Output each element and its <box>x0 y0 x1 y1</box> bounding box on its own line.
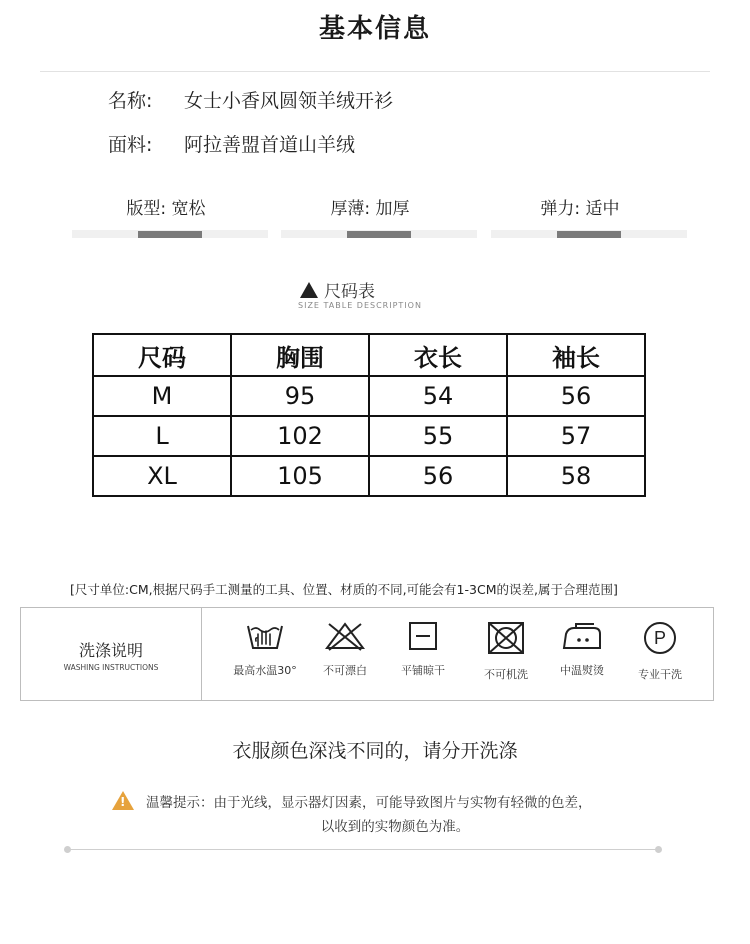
wash-item <box>543 620 621 678</box>
info-label: 名称: <box>108 90 153 112</box>
size-note: [尺寸单位:CM,根据尺码手工测量的工具、位置、材质的不同,可能会有1-3CM的误差,属于合理范围] <box>70 582 618 597</box>
table-header-cell: 衣长 <box>369 334 507 376</box>
color-warning-line2: 以收到的实物颜色为准。 <box>320 819 470 835</box>
wash-label: 平铺晾干 <box>401 664 445 677</box>
attr-fit: 版型: 宽松 <box>126 199 206 219</box>
wash-item <box>226 620 304 678</box>
line-end-dot <box>655 846 662 853</box>
table-cell: M <box>93 376 231 416</box>
scale-marker <box>138 231 202 238</box>
wash-item <box>621 620 699 682</box>
size-table-subtitle: SIZE TABLE DESCRIPTION <box>298 301 422 310</box>
warning-icon: ! <box>112 791 134 810</box>
wash-label: 专业干洗 <box>638 668 682 681</box>
wash-item <box>306 620 384 678</box>
wash-label: 不可机洗 <box>484 668 528 681</box>
title-divider <box>40 71 710 72</box>
table-header-row <box>93 334 645 376</box>
triangle-icon <box>300 282 318 298</box>
table-cell: XL <box>93 456 231 496</box>
washing-subtitle: WASHING INSTRUCTIONS <box>63 663 159 672</box>
wash-item <box>384 620 462 678</box>
table-header-cell: 尺码 <box>93 334 231 376</box>
table-cell: 102 <box>231 416 369 456</box>
dry-clean-p-icon <box>642 620 678 656</box>
wash-item <box>467 620 545 682</box>
table-cell: 58 <box>507 456 645 496</box>
table-header-cell: 袖长 <box>507 334 645 376</box>
info-value: 阿拉善盟首道山羊绒 <box>184 134 356 156</box>
size-table-title: 尺码表 <box>324 282 375 302</box>
washing-divider <box>201 608 202 700</box>
washing-title: 洗涤说明 <box>78 641 143 660</box>
table-cell: 95 <box>231 376 369 416</box>
svg-text:P: P <box>653 628 667 648</box>
attr-elasticity: 弹力: 适中 <box>540 199 620 219</box>
table-row <box>93 456 645 496</box>
wash-label: 不可漂白 <box>323 664 367 677</box>
iron-medium-icon <box>560 620 604 652</box>
hand-wash-icon <box>245 620 285 652</box>
scale-thickness <box>281 230 477 238</box>
scale-elasticity <box>491 230 687 238</box>
bottom-divider <box>68 849 658 850</box>
table-cell: 56 <box>369 456 507 496</box>
washing-instructions <box>20 607 714 701</box>
table-cell: 105 <box>231 456 369 496</box>
size-table-heading <box>300 277 375 302</box>
scale-marker <box>347 231 411 238</box>
wash-label: 中温熨烫 <box>560 664 604 677</box>
table-cell: L <box>93 416 231 456</box>
table-cell: 55 <box>369 416 507 456</box>
no-machine-wash-icon <box>486 620 526 656</box>
size-table <box>92 333 646 497</box>
table-row <box>93 416 645 456</box>
table-cell: 57 <box>507 416 645 456</box>
table-row <box>93 376 645 416</box>
no-bleach-icon <box>323 620 367 652</box>
scale-marker <box>557 231 621 238</box>
scale-fit <box>72 230 268 238</box>
table-cell: 54 <box>369 376 507 416</box>
info-row-name <box>108 86 393 113</box>
table-cell: 56 <box>507 376 645 416</box>
wash-separately-note: 衣服颜色深浅不同的，请分开洗涤 <box>232 740 518 762</box>
page-title: 基本信息 <box>318 14 431 44</box>
table-header-cell: 胸围 <box>231 334 369 376</box>
dry-flat-icon <box>407 620 439 652</box>
info-row-fabric <box>108 130 355 157</box>
attr-thickness: 厚薄: 加厚 <box>330 199 410 219</box>
info-value: 女士小香风圆领羊绒开衫 <box>184 90 394 112</box>
color-warning-line1: 温馨提示：由于光线，显示器灯因素，可能导致图片与实物有轻微的色差， <box>146 795 592 811</box>
info-label: 面料: <box>108 134 153 156</box>
wash-label: 最高水温30° <box>233 664 297 677</box>
